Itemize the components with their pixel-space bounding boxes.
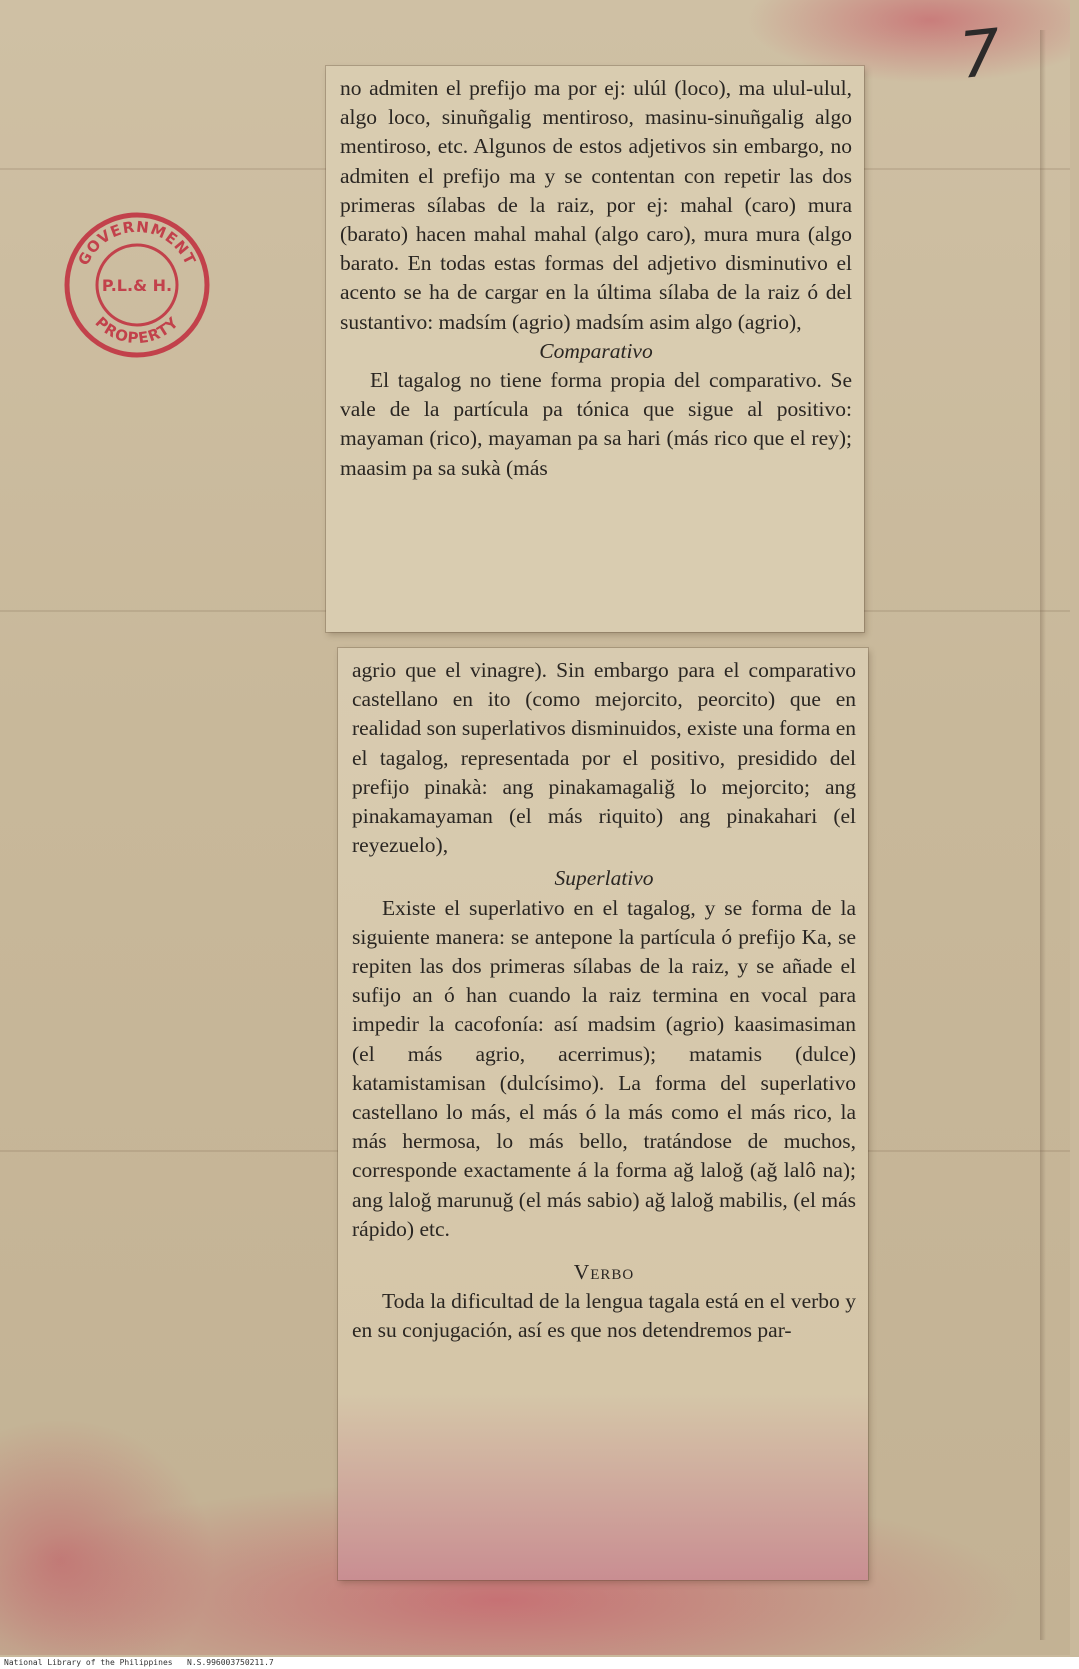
clipping-paragraph: Existe el superlativo en el tagalog, y se forma de la siguiente manera: se antepone la partícula ó prefijo Ka, se repiten las dos primeras sílabas de la raiz, y se añade el sufijo an ó han cuando la raiz termina en vocal para impedir la cacofonía: así madsim (agrio) kaasimasiman (el más agrio, acerrimus); matamis (dulce) katamistamisan (dulcísimo). La forma del superlativo castellano lo más, el más ó la más como el más rico, la más hermosa, lo más bello, tratándose de muchos, corresponde exactamente á la forma ağ laloğ (ağ lalô na); ang laloğ marunuğ (el más sabio) ağ laloğ mabilis, (el más rápido) etc. [352, 895, 856, 1241]
section-heading-verbo: Verbo [573, 1260, 635, 1285]
newspaper-clipping-lower [338, 648, 868, 1580]
clipping-paragraph: Toda la dificultad de la lengua tagala está en el verbo y en su conjugación, así es que nos detendremos par- [352, 1289, 856, 1343]
section-heading-superlativo: Superlativo [554, 866, 654, 891]
government-property-stamp [62, 210, 212, 360]
clipping-paragraph: El tagalog no tiene forma propia del comparativo. Se vale de la partícula pa tónica que sigue al positivo: mayaman (rico), mayaman pa sa hari (más rico que el rey); maasim pa sa sukà (más [340, 368, 852, 480]
clipping-paragraph: no admiten el prefijo ma por ej: ulúl (loco), ma ulul-ulul, algo loco, sinuñgalig mentiroso, masinu-sinuñgalig algo mentiroso, etc. Algunos de estos adjetivos sin embargo, no admiten el prefijo ma y se contentan con repetir las dos primeras sílabas de la raiz, por ej: mahal (caro) mura (barato) hacen mahal mahal (algo caro), mura mura (algo barato. En todas estas formas del adjetivo disminutivo el acento se ha de cargar en la última sílaba de la raiz ó del sustantivo: madsím (agrio) madsím asim algo (agrio), [340, 76, 852, 334]
section-heading-comparativo: Comparativo [539, 338, 653, 363]
stamp-bottom-text: PROPERTY [91, 313, 183, 348]
handwritten-page-number: 7 [956, 16, 1005, 94]
scan-footer-caption: National Library of the Philippines N.S.996003750211.7 [0, 1657, 1079, 1669]
clipping-paragraph: agrio que el vinagre). Sin embargo para el comparativo castellano en ito (como mejorcito, peorcito) que en realidad son superlativos disminuidos, existe una forma en el tagalog, representada por el positivo, presidido del prefijo pinakà: ang pinakamagaliğ lo mejorcito; ang pinakamayaman (el más riquito) ang pinakahari (el reyezuelo), [352, 658, 856, 858]
newspaper-clipping-upper [326, 66, 864, 632]
page-edge-shadow [1040, 30, 1046, 1640]
stamp-center-text: P.L.& H. [101, 276, 173, 295]
stamp-top-text: GOVERNMENT [74, 217, 200, 269]
svg-text:GOVERNMENT [75, 218, 200, 269]
svg-text:PROPERTY [92, 313, 183, 347]
